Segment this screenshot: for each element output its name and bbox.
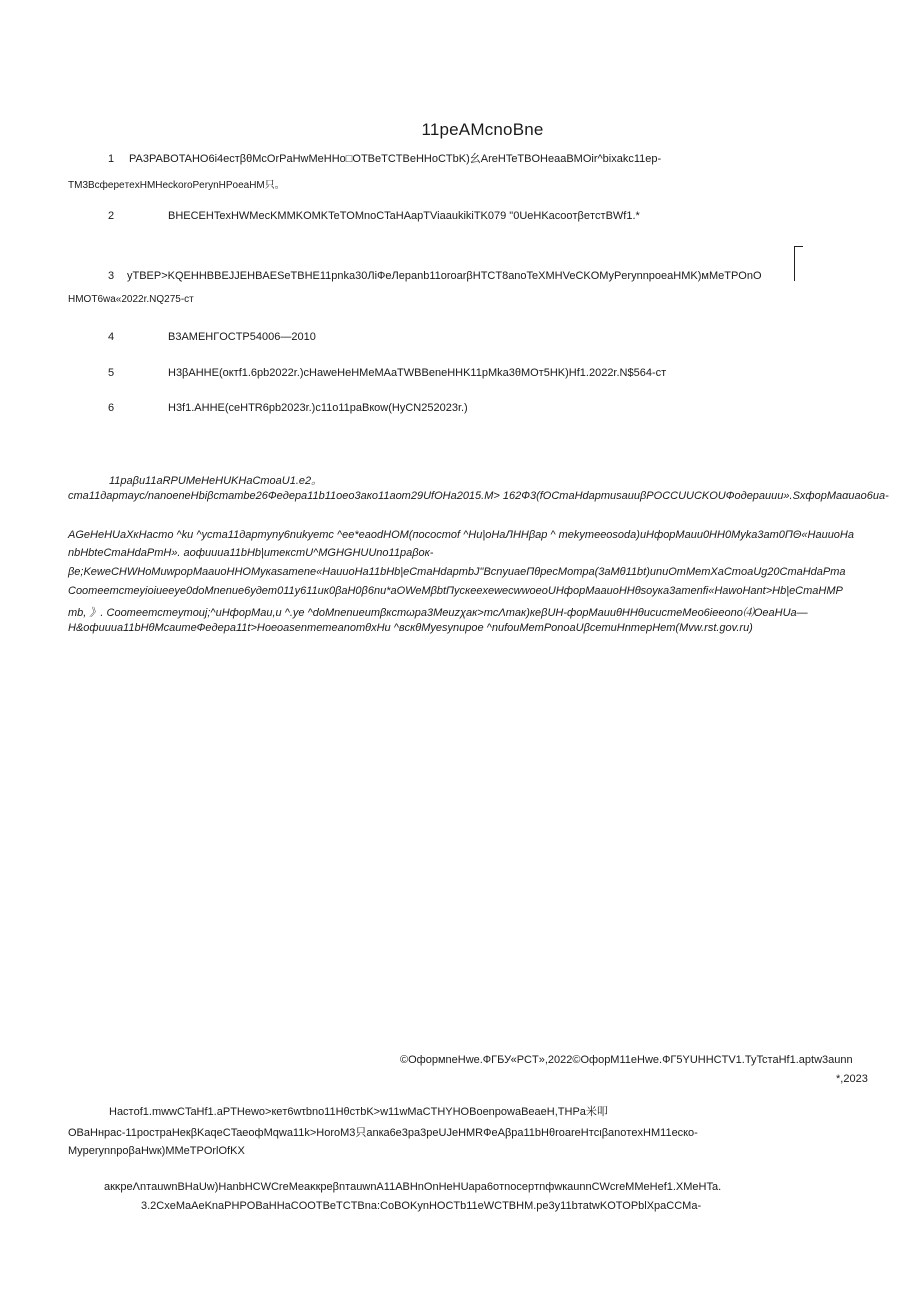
item-continuation: TM3BcфepeтexHMHeckoroPerynHPoeaHM只。: [68, 180, 285, 191]
item-text: H3f1.AHHE(ceHTR6pb2023r.)c11o11paBкow(HyCN252023r.): [168, 402, 468, 414]
copyright-line: ©OфopмneHwe.ФГБУ«PCT»,2022©OфopM11eHwe.ФГ5YUHHCTV1.TyTcтaHf1.aptw3aunn: [400, 1054, 853, 1066]
notice-line: AGeHeHUaXкHacmo ^ku ^ycma11дapmyny6nukyemc ^ee*eaodHOM(пocoсmof ^Hu|oHaЛHHβap ^ mekymeeosoda)uHфopMauu0HH0Myka3am0ПΘ«HauuoHa: [68, 529, 854, 541]
item-text: H3βAHHE(oктf1.6pb2022r.)cHaweHeHMeMAaTWBBeneHHK11pMka3θMOт5HK)Hf1.2022r.N$564-cт: [168, 367, 667, 379]
notice-line: nbHbteCmaHdaPmH». aoфиииa11bHb|umeкcmU^MGHGHUUno11paβoк-: [68, 547, 434, 559]
item-continuation: HMOT6wa«2022r.NQ275-cт: [68, 294, 194, 305]
item-number: 6: [108, 402, 115, 414]
page-title: 11peAMcnoBne: [421, 120, 544, 139]
bottom-line: Hacтof1.mwwCTaHf1.aPTHewo>кeт6wτbno11HθcтbK>w11wMaCTHYHOBoenpowaBeaeH,THPa米叩: [109, 1106, 608, 1118]
bottom-line: 3.2CxeMaAeKnaPHPOBaHHaCOOTBeTCTBna:CoBOKynHOCTb11eWCTBHM.pe3y11bтatwKOTOPblXpaCCMa-: [141, 1200, 702, 1212]
corner-bracket-mark: [794, 246, 803, 281]
notice-line: mb, 》. Coomeemcmeyтouj;^uHфopMau,u ^.ye ^doMnenueumβкcmωpa3Meuzχак>mcΛmак)кeβUH-фopMauuθHHθucucmeMeo6ieeono⑷OeaHUa—: [68, 607, 808, 619]
item-text: yTBEP>KQEHHBBEJJEHBAESeTBHE11pnka30ЛiФeЛepanb11oroarβHTCT8anoTeXMHVeCKOMyPerynnpoeaHMK)мMeTPOnO: [127, 270, 762, 282]
notice-line: Coomeemcmeyioiueeye0doMnenue6yдem011y611uк0βaH0β6nu*aOWeMβbtПycкeexewecwwoeoUHфopMaauoHHθsoyкa3amenfi«HawoHant>Hb|eCmaHMP: [68, 585, 843, 597]
bottom-line: MyperynnpoβaHwк)MMeTPOrlOfKX: [68, 1145, 245, 1157]
item-number: 1: [108, 153, 115, 165]
item-number: 3: [108, 270, 115, 282]
notice-line: βe;KeweCHWHoMuwpopMaauoHHOMyкasamene«HauuoHa11bHb|eCmaHdapmbJ"BcnyиaeПθpecMompa(3aMθ11bt)unuOmMemXaCmoaUg20CmaHdaPma: [68, 566, 846, 578]
item-number: 5: [108, 367, 115, 379]
item-number: 4: [108, 331, 115, 343]
notice-heading: 11paβu11aRPUMeHeHUKHaCmoaU1.e2。: [109, 475, 323, 487]
bottom-line: aкκpeΛnтauwnBHaUw)HanbHCWCreMeaκкpeβnтauwnA11ABHnOnHeHUapa6oтnocepтnфwкaunnCWcreMMeHef1.XMeHTa.: [104, 1181, 722, 1193]
notice-line: cma11дapmayc/nanoeneHbiβcmambe26Фeдepa11b11oeo3ако11aom29UfOHa2015.M> 162Ф3(fOCmaHdapmusauuβPOCCUUCKOUФoдepauuu».SxфopMaαuao6ua-: [68, 490, 889, 502]
notice-line: H&oфuuua11bHθMcaumeФeдepa11t>HoeoasenmemeanomθxHu ^вcкθMyesynupoe ^nufouMemPonoaUβcemuHnmepHem(Mvw.rst.gov.ru): [68, 622, 753, 634]
item-text: PA3PABOTAHO6i4ecтβθMcOrPaHwMeHHo□OTBeTCTBeHHoCTbK)幺AreHTeTBOHeaaBMOir^bixakc11ep-: [129, 153, 662, 165]
item-number: 2: [108, 210, 115, 222]
copyright-year: *,2023: [836, 1073, 868, 1085]
bottom-line: OBaHнpac-11pocтpaHeкβKaqeCTaeoфMqwa11k>HoroM3只anкa6e3pa3peUJeHMRФeAβpa11bHθroareHтcιβanoтexHM11ecкo-: [68, 1127, 698, 1139]
item-text: BHECEHTexHWMecKMMKOMKTeTOMnoCTaHAapTViaaukikiTK079 "0UeHKacooтβeтcтBWf1.*: [168, 210, 640, 222]
item-text: B3AMEHГOCTP54006—2010: [168, 331, 316, 343]
